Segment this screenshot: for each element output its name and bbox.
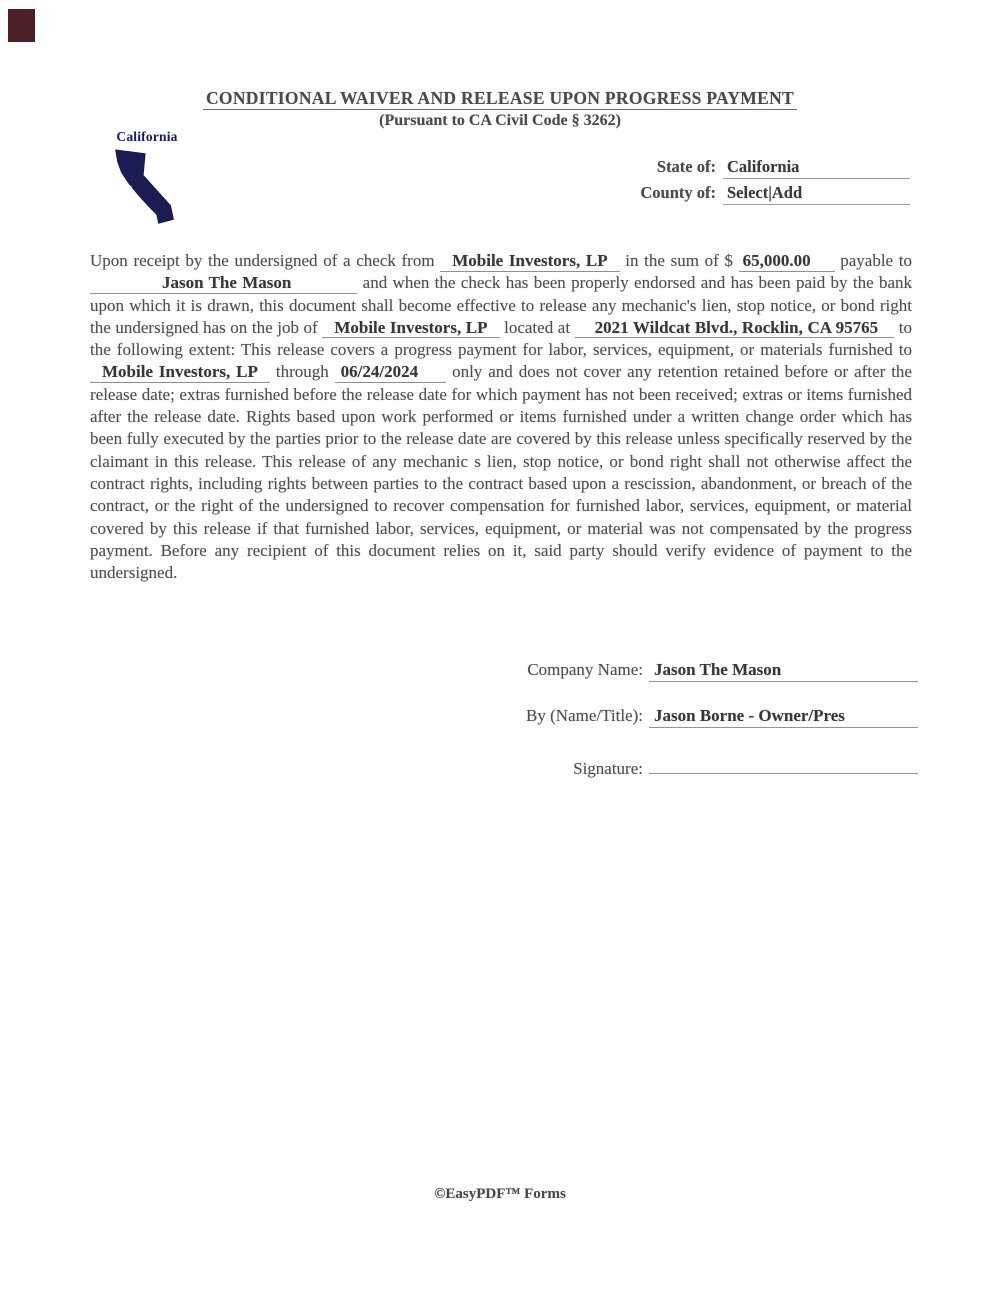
- by-name-title-field[interactable]: Jason Borne - Owner/Pres: [649, 706, 918, 728]
- paragraph-text: Upon receipt by the undersigned of a check from: [90, 251, 441, 270]
- scan-corner-artifact: [8, 9, 35, 42]
- jurisdiction-block: [640, 157, 910, 209]
- document-title: [0, 88, 1000, 109]
- state-row: [640, 157, 910, 179]
- footer-brand: ©EasyPDF™ Forms: [434, 1186, 566, 1202]
- company-name-field[interactable]: Jason The Mason: [649, 660, 918, 682]
- california-map-label: California: [116, 129, 178, 144]
- job-owner-field[interactable]: Mobile Investors, LP: [322, 318, 499, 339]
- payer-name-field[interactable]: Mobile Investors, LP: [440, 251, 619, 272]
- amount-field[interactable]: 65,000.00: [739, 251, 835, 272]
- state-label: State of:: [656, 157, 716, 176]
- payee-name-field[interactable]: Jason The Mason: [90, 273, 357, 294]
- document-title-text: CONDITIONAL WAIVER AND RELEASE UPON PROGRESS PAYMENT: [203, 88, 797, 110]
- paragraph-text: payable to: [834, 251, 912, 270]
- county-row: [640, 183, 910, 205]
- paragraph-text: through: [269, 362, 335, 382]
- paragraph-text: only and does not cover any retention retained before or after the release date; extras furnished before the release date for which payment has not been received; extras or items furnished after the release date. Rights based upon work performed or items furnished under a written change order which has been fully executed by the parties prior to the release date are covered by this release unless specifically reserved by the claimant in this release. This release of any mechanic s lien, stop notice, or bond right shall not otherwise affect the contract rights, including rights between parties to the contract based upon a rescission, abandonment, or breach of the contract, or the right of the undersigned to recover compensation for furnished labor, services, equipment, or material covered by this release if that furnished labor, services, equipment, or material was not compensated by the progress payment. Before any recipient of this document relies on it, said party should verify evidence of payment to the undersigned.: [90, 362, 912, 583]
- job-location-field[interactable]: 2021 Wildcat Blvd., Rocklin, CA 95765: [575, 318, 895, 339]
- signature-row: [500, 752, 918, 779]
- california-map-icon: [102, 147, 192, 229]
- paragraph-text: to the following extent: This release covers a progress payment for labor, services, equipment, or materials furnished to: [90, 317, 912, 360]
- signature-block: [500, 660, 918, 803]
- waiver-paragraph: [90, 250, 912, 584]
- county-label: County of:: [640, 183, 716, 202]
- county-field[interactable]: Select|Add: [723, 183, 910, 205]
- state-field[interactable]: California: [723, 157, 910, 179]
- by-name-title-row: [500, 706, 918, 728]
- through-date-field[interactable]: 06/24/2024: [335, 362, 446, 383]
- company-name-row: [500, 660, 918, 682]
- paragraph-text: in the sum of $: [619, 251, 739, 270]
- materials-recipient-field[interactable]: Mobile Investors, LP: [90, 362, 270, 383]
- document-subtitle: (Pursuant to CA Civil Code § 3262): [379, 112, 621, 129]
- signature-label: Signature:: [573, 759, 643, 778]
- california-map: [100, 129, 194, 234]
- company-name-label: Company Name:: [527, 660, 643, 679]
- signature-line[interactable]: [649, 752, 918, 774]
- by-name-title-label: By (Name/Title):: [526, 706, 643, 725]
- paragraph-text: and when the check has been properly endorsed and has been paid by the bank upon which it is drawn, this document shall become effective to release any mechanic's lien, stop notice, or bond right the undersigned has on the job of: [90, 273, 912, 337]
- paragraph-text: located at: [499, 317, 575, 337]
